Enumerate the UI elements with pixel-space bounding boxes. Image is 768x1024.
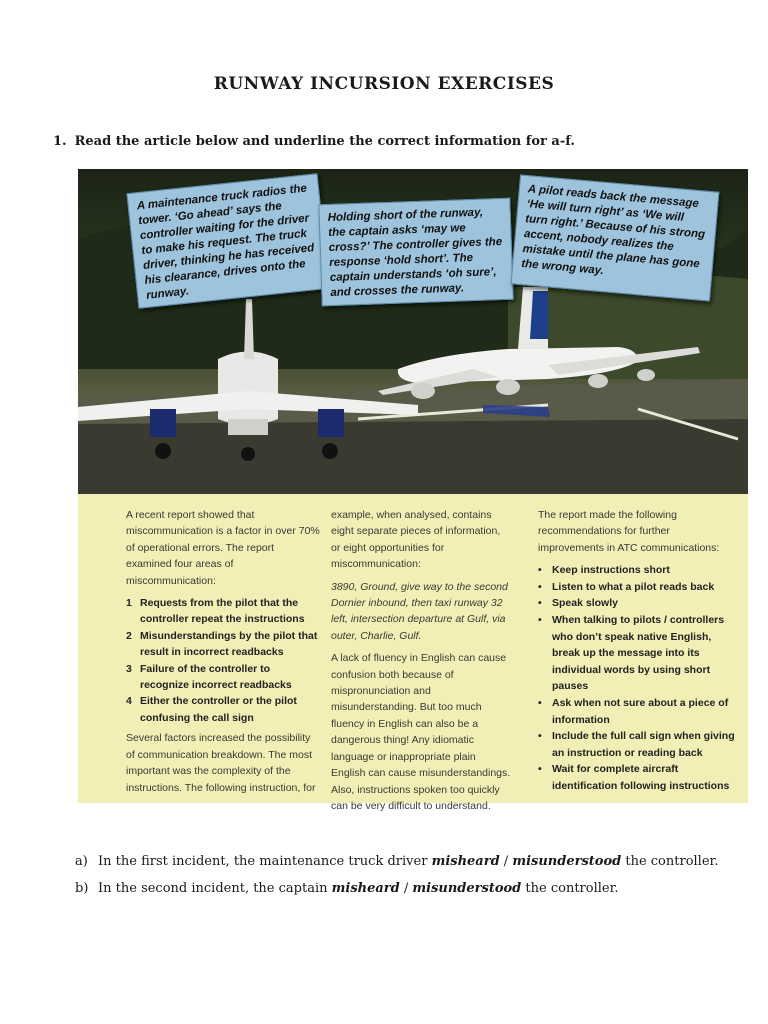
question-a [75, 848, 735, 875]
question-label: b) [75, 881, 89, 896]
tarmac-shape [78, 419, 748, 494]
list-item: • Include the full call sign when giving an instruction or reading back [538, 730, 735, 759]
article-column-3 [538, 507, 738, 795]
example-intro: example, when analysed, contains eight separate pieces of information, or eight opportunities for miscommunication: [331, 509, 501, 571]
option-misheard[interactable]: misheard [331, 881, 400, 896]
exercise-instruction-text: Read the article below and underline the correct information for a-f. [74, 134, 575, 149]
callout-incident-3: A pilot reads back the message ‘He will turn right’ as ‘We will turn right.’ Because of his strong accent, nobody realizes the mistake until the plane has gone the wrong way. [511, 174, 720, 301]
question-b [75, 875, 735, 902]
runway-photo [78, 169, 748, 494]
article-column-1 [126, 507, 322, 800]
question-label: a) [75, 854, 88, 869]
list-item: • When talking to pilots / controllers who don’t speak native English, break up the message into its individual words by using short pauses [538, 614, 725, 693]
miscommunication-areas-list [126, 595, 322, 726]
fluency-paragraph: A lack of fluency in English can cause confusion both because of mispronunciation and misunderstanding. But too much fluency in English can also be a dangerous thing! Any idiomatic language or inappropriate plain English can cause misunderstandings. Also, instructions spoken too quickly can be very difficult to understand. [331, 652, 511, 812]
article-figure [78, 169, 748, 812]
callout-incident-1: A maintenance truck radios the tower. ‘Go ahead’ says the controller waiting for the driver to make his request. The truck driver, thinking he has received his clearance, drives onto the runway. [126, 173, 329, 308]
example-instruction: 3890, Ground, give way to the second Dornier inbound, then taxi runway 32 left, intersection departure at Gulf, via outer, Charlie, Gulf. [331, 580, 508, 642]
exercise-number: 1. [53, 134, 67, 149]
callout-incident-2: Holding short of the runway, the captain asks ‘may we cross?’ The controller gives the response ‘hold short’. The captain understands ‘oh sure’, and crosses the runway. [318, 198, 513, 307]
questions-list [75, 848, 735, 902]
list-item: 3 Failure of the controller to recognize incorrect readbacks [126, 662, 292, 692]
question-text: In the first incident, the maintenance truck driver misheard / misunderstood the controller. [98, 854, 719, 869]
option-misunderstood[interactable]: misunderstood [512, 854, 622, 869]
article-body [78, 507, 748, 812]
list-item: 4 Either the controller or the pilot confusing the call sign [126, 695, 297, 724]
question-text: In the second incident, the captain misheard / misunderstood the controller. [98, 881, 619, 896]
list-item: • Ask when not sure about a piece of information [538, 696, 729, 726]
factors-paragraph: Several factors increased the possibility of communication breakdown. The most important was the complexity of the instructions. The following instruction, for [126, 732, 316, 794]
option-misunderstood[interactable]: misunderstood [412, 881, 522, 896]
page-title: RUNWAY INCURSION EXERCISES [213, 74, 555, 94]
list-item: 1 Requests from the pilot that the controller repeat the instructions [126, 597, 305, 626]
list-item: • Listen to what a pilot reads back [538, 580, 715, 593]
list-item: 2 Misunderstandings by the pilot that result in incorrect readbacks [126, 629, 318, 659]
report-intro: A recent report showed that miscommunication is a factor in over 70% of operational errors. The report examined four areas of miscommunication: [126, 509, 320, 587]
article-column-2 [331, 507, 511, 818]
list-item: • Wait for complete aircraft identification following instructions [538, 763, 730, 792]
recommendations-intro: The report made the following recommendations for further improvements in ATC communications: [538, 509, 720, 554]
option-misheard[interactable]: misheard [431, 854, 500, 869]
list-item: • Speak slowly [538, 597, 618, 610]
recommendations-list [538, 562, 738, 794]
exercise-instruction [53, 134, 575, 149]
list-item: • Keep instructions short [538, 564, 670, 577]
